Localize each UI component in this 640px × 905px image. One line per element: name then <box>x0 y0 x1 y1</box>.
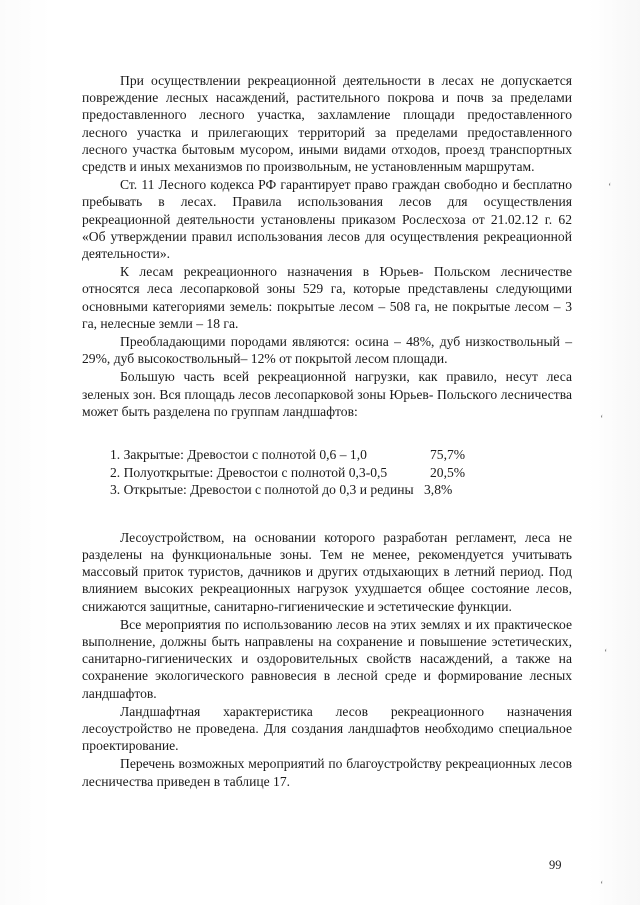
page-content <box>82 72 572 790</box>
paragraph-5: Большую часть всей рекреационной нагрузки, как правило, несут леса зеленых зон. Вся площадь лесов лесопарковой зоны Юрьев- Польского лесничества может быть разделена по группам ландшафтов: <box>82 369 572 419</box>
landscape-item-value: 3,8% <box>424 482 453 498</box>
paragraph-8: Ландшафтная характеристика лесов рекреационного назначения лесоустройство не проведена. Для создания ландшафтов необходимо специальное проектирование. <box>82 703 572 754</box>
landscape-item-open <box>110 481 572 499</box>
landscape-item-semi-open <box>110 464 572 482</box>
landscape-item-label: 3. Открытые: Древостои с полнотой до 0,3 и редины <box>110 482 414 498</box>
paragraph-6: Лесоустройством, на основании которого разработан регламент, леса не разделены на функциональные зоны. Тем не менее, рекомендуется учитывать массовый приток туристов, дачников и других отдыхающих в летний период. Под влиянием высоких рекреационных нагрузок ухудшается общее состояние лесов, снижаются защитные, санитарно-гигиенические и эстетические функции. <box>82 529 572 614</box>
scan-speck: ʻ <box>600 414 604 425</box>
paragraph-9: Перечень возможных мероприятий по благоустройству рекреационных лесов лесничества приведен в таблице 17. <box>82 756 572 789</box>
paragraph-7: Все мероприятия по использованию лесов на этих землях и их практическое выполнение, должны быть направлены на сохранение и повышение эстетических, санитарно-гигиенических и оздоровительных свойств насаждений, а также на сохранение экологического равновесия в лесной среде и формирование лесных ландшафтов. <box>82 616 572 701</box>
paragraph-2: Ст. 11 Лесного кодекса РФ гарантирует право граждан свободно и бесплатно пребывать в лесах. Правила использования лесов для осуществления рекреационной деятельности установлены приказом Рослесхоза от 21.02.12 г. 62 «Об утверждении правил использования лесов для осуществления рекреационной деятельности». <box>82 177 572 262</box>
scan-speck: ʻ <box>600 880 604 891</box>
landscape-item-value: 20,5% <box>430 464 466 480</box>
landscape-item-value: 75,7% <box>430 447 466 463</box>
paragraph-4: Преобладающими породами являются: осина – 48%, дуб низкоствольный – 29%, дуб высокоствольный– 12% от покрытой лесом площади. <box>82 334 572 367</box>
landscape-group-list <box>110 446 572 499</box>
landscape-item-label: 2. Полуоткрытые: Древостои с полнотой 0,3-0,5 <box>110 464 388 480</box>
landscape-item-closed <box>110 446 572 464</box>
scan-speck: ʻ <box>604 648 608 659</box>
paragraph-3: К лесам рекреационного назначения в Юрьев- Польском лесничестве относятся леса лесопарковой зоны 529 га, которые представлены следующими основными категориями земель: покрытые лесом – 508 га, не покрытые лесом – 3 га, нелесные земли – 18 га. <box>82 264 572 331</box>
scan-speck: ʻ <box>608 182 612 193</box>
paragraph-1: При осуществлении рекреационной деятельности в лесах не допускается повреждение лесных насаждений, растительного покрова и почв за пределами предоставленного лесного участка, захламление площади предоставленного лесного участка и прилегающих территорий за пределами предоставленного лесного участка бытовым мусором, иными видами отходов, проезд транспортных средств и иных механизмов по произвольным, не установленным маршрутам. <box>82 73 572 175</box>
page-number: 99 <box>549 858 562 872</box>
landscape-item-label: 1. Закрытые: Древостои с полнотой 0,6 – 1,0 <box>110 447 367 463</box>
